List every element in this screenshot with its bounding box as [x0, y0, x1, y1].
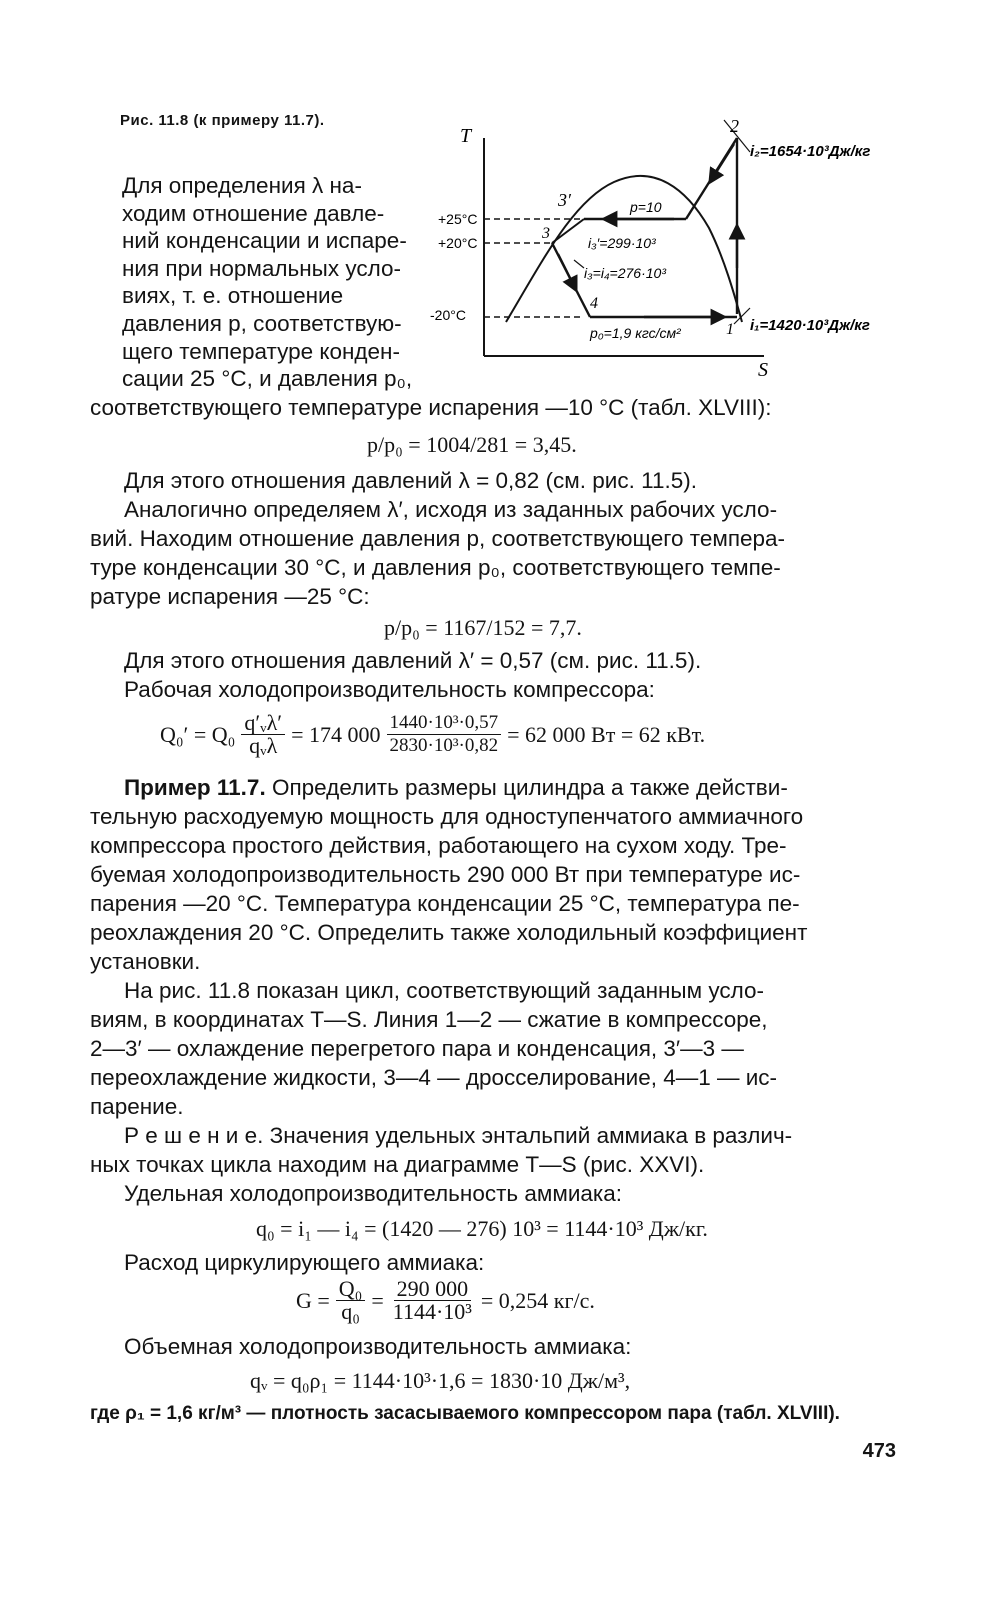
text-line: ных точках цикла находим на диаграмме T—S (рис. XXVI).: [90, 1152, 705, 1177]
solution-title: Р е ш е н и е.: [124, 1123, 264, 1148]
text-line: компрессора простого действия, работающего на сухом ходу. Тре-: [90, 833, 787, 858]
point-2-label: 2: [730, 116, 739, 136]
temp-label: +25°C: [438, 211, 478, 227]
label-i3p: i₃′=299·10³: [588, 235, 656, 251]
label-p10: p=10: [630, 199, 662, 215]
formula-lhs: G =: [296, 1287, 330, 1313]
numerator: q′ᵥλ′: [241, 712, 285, 735]
text-line: парение.: [90, 1094, 184, 1119]
text-line: На рис. 11.8 показан цикл, соответствующий заданным усло-: [124, 978, 764, 1003]
fraction: [336, 1278, 366, 1323]
t-axis-label: T: [460, 125, 472, 147]
text-line: Объемная холодопроизводительность аммиака:: [124, 1334, 632, 1359]
intro-line: виях, т. е. отношение: [122, 283, 344, 309]
point-1-label: 1: [726, 321, 734, 338]
text-line: Удельная холодопроизводительность аммиака:: [124, 1181, 622, 1206]
ts-diagram: [424, 108, 914, 390]
arrow-2-3p: [710, 144, 734, 182]
intro-line: сации 25 °С, и давления p₀,: [122, 366, 413, 392]
text-line: туре конденсации 30 °С, и давления p₀, соответствующего темпе-: [90, 555, 781, 580]
text-line: Рабочая холодопроизводительность компрессора:: [124, 677, 655, 702]
text-line: виям, в координатах T—S. Линия 1—2 — сжатие в компрессоре,: [90, 1007, 768, 1032]
point-4-label: 4: [590, 295, 598, 312]
text-line: Для этого отношения давлений λ = 0,82 (см. рис. 11.5).: [124, 468, 697, 493]
text-line: Расход циркулирующего аммиака:: [124, 1250, 485, 1275]
text-line: вий. Находим отношение давления p, соответствующего темпера-: [90, 526, 786, 551]
intro-paragraph: [122, 172, 422, 393]
intro-line: ходим отношение давле-: [122, 200, 385, 226]
numerator: Q₀: [336, 1278, 366, 1301]
fraction: [387, 712, 502, 757]
label-i1: i₁=1420·10³Дж/кг: [750, 317, 870, 334]
text-line: тельную расходуемую мощность для одноступенчатого аммиачного: [90, 804, 804, 829]
formula-refrigerating-capacity: [160, 712, 705, 757]
text-line: установки.: [90, 949, 201, 974]
text-line: [90, 395, 900, 421]
formula-mid: = 174 000: [291, 721, 381, 747]
formula-pressure-ratio-2: p/p₀ = 1167/152 = 7,7.: [384, 615, 582, 640]
text-line: переохлаждение жидкости, 3—4 — дросселирование, 4—1 — ис-: [90, 1065, 778, 1090]
example-title: Пример 11.7.: [124, 775, 266, 800]
solution-text: Значения удельных энтальпий аммиака в различ-: [269, 1123, 793, 1148]
text-line: ратуре испарения —25 °С:: [90, 584, 370, 609]
point-3-label: 3: [542, 225, 550, 242]
figure-caption: Рис. 11.8 (к примеру 11.7).: [120, 112, 325, 129]
formula-eq: =: [371, 1287, 384, 1313]
point-3p-label: 3′: [558, 190, 571, 210]
numerator: 290 000: [394, 1278, 472, 1301]
denominator: 2830·10³·0,82: [389, 735, 499, 756]
text-line: Аналогично определяем λ′, исходя из заданных рабочих усло-: [124, 497, 778, 522]
arrow-3-4: [558, 254, 576, 290]
formula-volumetric-capacity: qᵥ = q₀ρ₁ = 1144·10³·1,6 = 1830·10 Дж/м³,: [250, 1368, 631, 1393]
denominator: q₀: [341, 1299, 360, 1324]
temp-label: -20°C: [430, 307, 466, 323]
solution-heading-line: [124, 1123, 792, 1149]
denominator: qᵥλ: [249, 733, 278, 758]
formula-lhs: Q₀′ = Q₀: [160, 721, 236, 747]
intro-line: щего температуре конден-: [122, 338, 400, 364]
text-line: парения —20 °С. Температура конденсации 25 °С, температура пе-: [90, 891, 800, 916]
formula-rhs: = 62 000 Вт = 62 кВт.: [507, 721, 706, 747]
text-line: 2—3′ — охлаждение перегретого пара и конденсация, 3′—3 —: [90, 1036, 744, 1061]
numerator: 1440·10³·0,57: [387, 712, 502, 735]
text-span: соответствующего температуре испарения —10 °С (табл. XLVIII):: [90, 395, 772, 420]
intro-line: ния при нормальных усло-: [122, 255, 401, 281]
formula-pressure-ratio: p/p₀ = 1004/281 = 3,45.: [367, 432, 577, 457]
example-heading-line: [124, 775, 788, 801]
s-axis-label: S: [758, 359, 768, 381]
text-line: реохлаждения 20 °С. Определить также холодильный коэффициент: [90, 920, 808, 945]
text-line: буемая холодопроизводительность 290 000 Вт при температуре ис-: [90, 862, 801, 887]
fraction: [390, 1278, 475, 1323]
formula-specific-capacity: q₀ = i₁ — i₄ = (1420 — 276) 10³ = 1144·10³ Дж/кг.: [256, 1216, 708, 1241]
label-i2: i₂=1654·10³Дж/кг: [750, 143, 871, 160]
intro-line: давления p, соответствую-: [122, 310, 402, 336]
example-text: Определить размеры цилиндра а также действи-: [271, 775, 788, 800]
formula-rhs: = 0,254 кг/с.: [480, 1287, 595, 1313]
leader-i34: [574, 260, 584, 268]
page-number: 473: [862, 1440, 896, 1462]
intro-line: Для определения λ на-: [122, 173, 362, 198]
formula-mass-flow: [296, 1278, 595, 1323]
footnote: где ρ₁ = 1,6 кг/м³ — плотность засасываемого компрессором пара (табл. XLVIII).: [90, 1403, 840, 1424]
fraction: [241, 712, 285, 757]
label-i34: i₃=i₄=276·10³: [584, 265, 666, 281]
denominator: 1144·10³: [392, 1299, 472, 1324]
label-p0: p₀=1,9 кгс/см²: [590, 325, 681, 341]
text-line: Для этого отношения давлений λ′ = 0,57 (см. рис. 11.5).: [124, 648, 702, 673]
temp-label: +20°C: [438, 235, 478, 251]
intro-line: ний конденсации и испаре-: [122, 228, 407, 254]
